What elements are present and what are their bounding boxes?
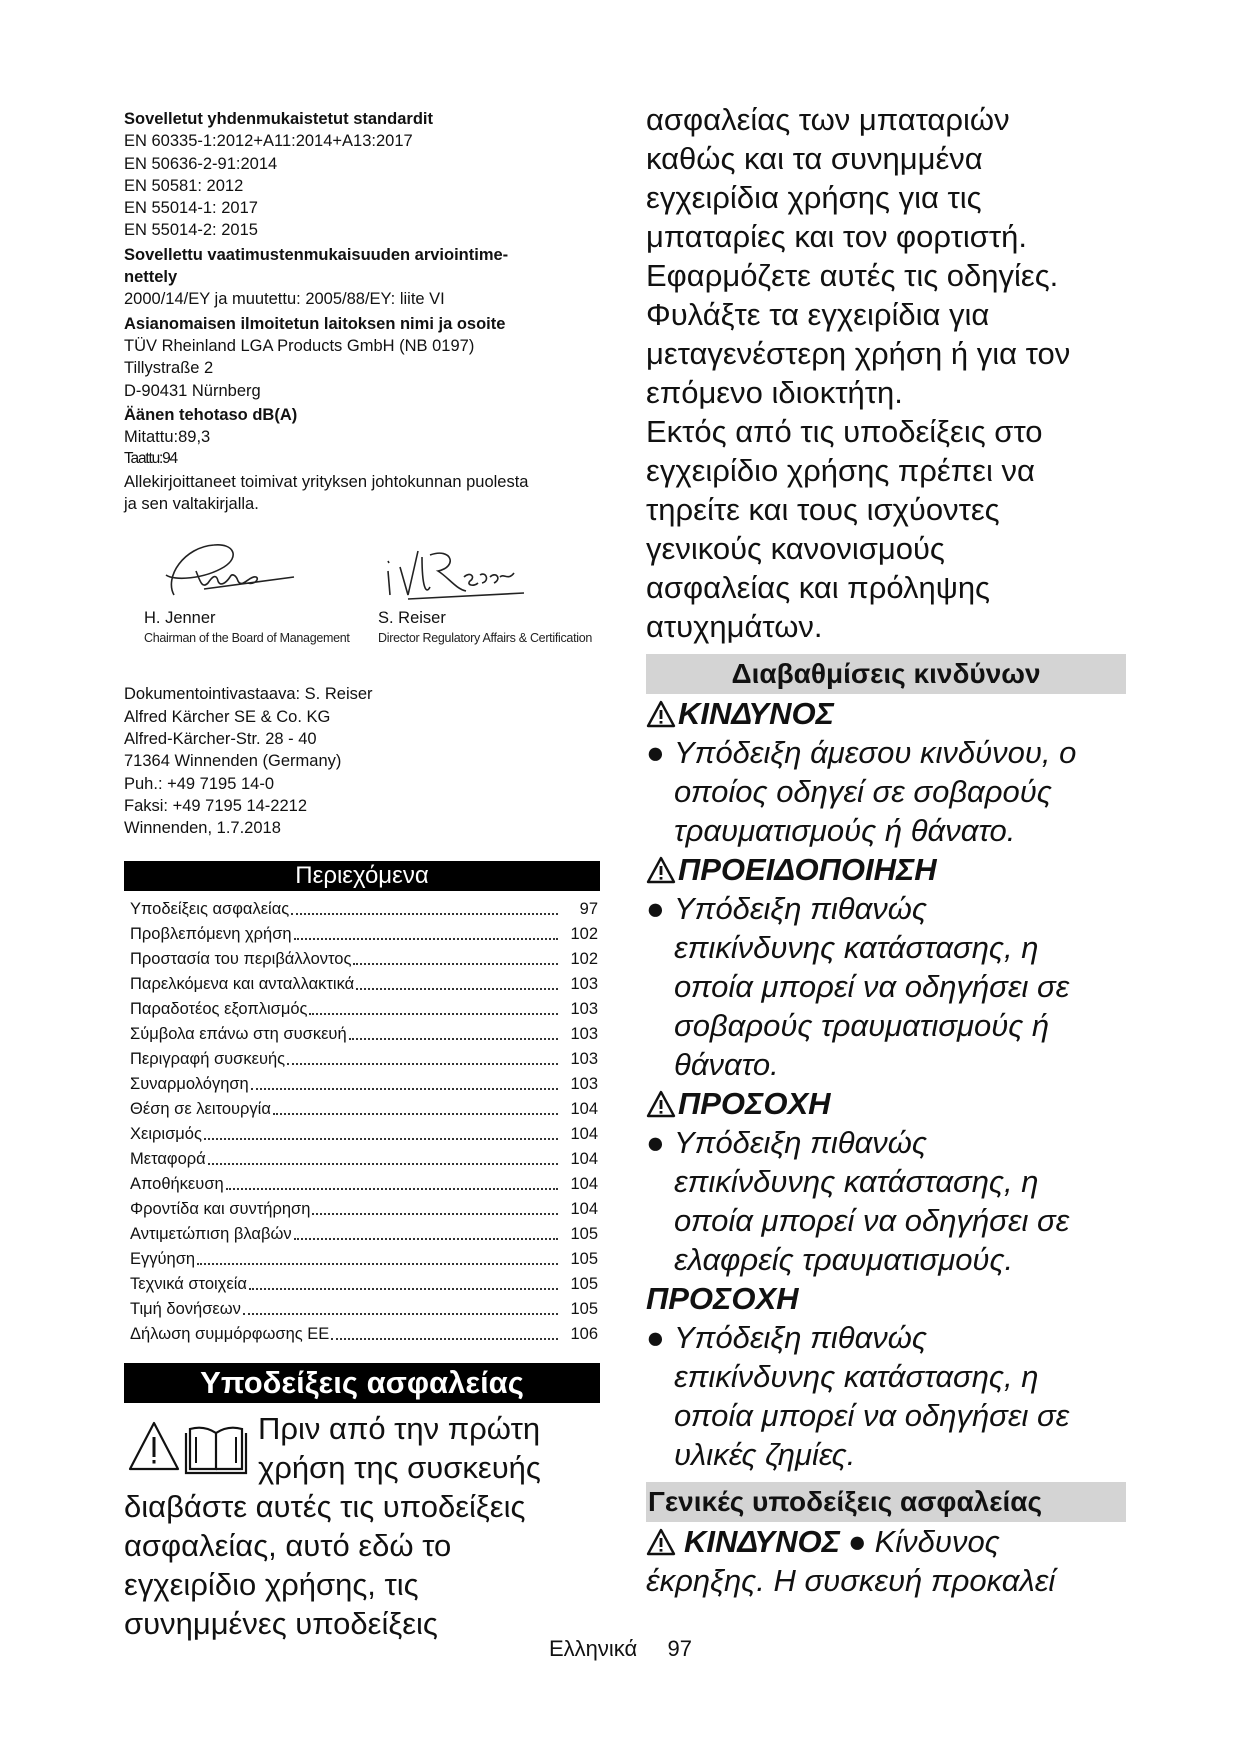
address-block <box>124 683 600 839</box>
caution-title-text: ΠΡΟΣΟΧΗ <box>678 1086 831 1121</box>
toc-item-label: Θέση σε λειτουργία <box>130 1100 271 1119</box>
bullet-line: Υπόδειξη πιθανώς <box>674 1125 927 1160</box>
toc-item[interactable] <box>130 1147 600 1172</box>
toc-item-label: Τιμή δονήσεων <box>130 1300 241 1319</box>
toc-item-page: 103 <box>570 1075 598 1094</box>
toc-item-label: Προβλεπόμενη χρήση <box>130 925 292 944</box>
toc-item-label: Μεταφορά <box>130 1150 206 1169</box>
toc-leader <box>349 1037 558 1040</box>
toc-item-page: 105 <box>570 1250 598 1269</box>
toc-item[interactable] <box>130 1222 600 1247</box>
handwritten-signature-icon <box>144 537 304 607</box>
bullet-line: οποίος οδηγεί σε σοβαρούς <box>674 774 1052 809</box>
toc-leader <box>243 1312 558 1315</box>
standard-line: EN 50581: 2012 <box>124 176 244 195</box>
sig2-name: S. Reiser <box>378 609 446 628</box>
safety-heading: Υποδείξεις ασφαλείας <box>124 1363 600 1403</box>
toc-item-label: Δήλωση συμμόρφωσης ΕΕ <box>130 1325 330 1344</box>
address-line: Winnenden, 1.7.2018 <box>124 819 281 838</box>
standards-heading: Sovelletut yhdenmukaistetut standardit <box>124 110 433 128</box>
toc-item-label: Σύμβολα επάνω στη συσκευή <box>130 1025 347 1044</box>
text-line: Εκτός από τις υποδείξεις στο <box>646 414 1043 449</box>
toc-item[interactable] <box>130 1072 600 1097</box>
text-line: ασφαλείας και πρόληψης <box>646 570 990 605</box>
bullet-line: θάνατο. <box>674 1047 779 1082</box>
toc-leader <box>197 1262 558 1265</box>
toc-item-label: Παραδοτέος εξοπλισμός <box>130 1000 308 1019</box>
toc-item-label: Χειρισμός <box>130 1125 202 1144</box>
toc-item[interactable] <box>130 1122 600 1147</box>
footer-page-number: 97 <box>667 1636 692 1661</box>
standard-line: EN 60335-1:2012+A11:2014+A13:2017 <box>124 132 413 151</box>
bullet-line: οποία μπορεί να οδηγήσει σε <box>674 969 1070 1004</box>
sound-block <box>124 404 600 515</box>
signature-jenner <box>144 537 350 645</box>
footer-language: Ελληνικά <box>549 1636 638 1661</box>
text-line: έκρηξης. Η συσκευή προκαλεί <box>646 1563 1056 1598</box>
toc-heading: Περιεχόμενα <box>124 861 600 891</box>
bullet-line: ελαφρείς τραυματισμούς. <box>674 1242 1014 1277</box>
sig1-role: Chairman of the Board of Management <box>144 631 350 646</box>
toc-item[interactable] <box>130 1247 600 1272</box>
toc-leader <box>331 1337 558 1340</box>
toc-item[interactable] <box>130 922 600 947</box>
warning-triangle-icon <box>646 856 676 884</box>
procedure-block <box>124 244 600 311</box>
toc-item[interactable] <box>130 997 600 1022</box>
toc-item[interactable] <box>130 1297 600 1322</box>
intro-line: διαβάστε αυτές τις υποδείξεις <box>124 1489 526 1525</box>
toc-item-page: 102 <box>570 925 598 944</box>
standard-line: EN 55014-2: 2015 <box>124 221 258 240</box>
bullet-line: επικίνδυνης κατάστασης, η <box>674 1359 1039 1394</box>
toc-leader <box>287 1062 558 1065</box>
bullet-line: επικίνδυνης κατάστασης, η <box>674 1164 1039 1199</box>
toc-item-label: Συναρμολόγηση <box>130 1075 249 1094</box>
toc-leader <box>353 962 558 965</box>
warning-and-manual-icons <box>128 1419 252 1475</box>
sound-heading: Äänen tehotaso dB(A) <box>124 405 298 424</box>
sound-guaranteed: Taattu:94 <box>124 450 177 468</box>
hazard-levels-heading: Διαβαθμίσεις κινδύνων <box>646 654 1126 694</box>
notified-body-line: TÜV Rheinland LGA Products GmbH (NB 0197) <box>124 336 475 355</box>
toc-item-page: 103 <box>570 975 598 994</box>
toc-item[interactable] <box>130 1097 600 1122</box>
toc-item-label: Εγγύηση <box>130 1250 196 1269</box>
toc-leader <box>312 1212 558 1215</box>
procedure-heading-cont: nettely <box>124 268 178 287</box>
bullet-line: οποία μπορεί να οδηγήσει σε <box>674 1398 1070 1433</box>
address-line: Alfred Kärcher SE & Co. KG <box>124 707 331 726</box>
notice-title-text: ΠΡΟΣΟΧΗ <box>646 1281 799 1316</box>
sig2-role: Director Regulatory Affairs & Certification <box>378 631 593 646</box>
toc-item-page: 103 <box>570 1025 598 1044</box>
bullet-dot: ● <box>646 1320 665 1355</box>
toc-item-label: Περιγραφή συσκευής <box>130 1050 286 1069</box>
bullet-line: επικίνδυνης κατάστασης, η <box>674 930 1039 965</box>
toc-leader <box>273 1112 558 1115</box>
danger-title <box>646 694 1126 733</box>
toc-item[interactable] <box>130 972 600 997</box>
toc-item[interactable] <box>130 947 600 972</box>
toc-item-page: 104 <box>570 1200 598 1219</box>
toc-leader <box>294 1237 558 1240</box>
toc-item[interactable] <box>130 1172 600 1197</box>
bullet-line: σοβαρούς τραυματισμούς ή <box>674 1008 1050 1043</box>
toc-item-page: 106 <box>570 1325 598 1344</box>
notified-body-heading: Asianomaisen ilmoitetun laitoksen nimi ja osoite <box>124 314 506 333</box>
toc-item[interactable] <box>130 1272 600 1297</box>
toc-item-page: 97 <box>579 900 598 919</box>
text-line: εγχειρίδια χρήσης για τις <box>646 180 982 215</box>
general-danger-title: ΚΙΝΔΥΝΟΣ <box>684 1524 840 1559</box>
standards-block <box>124 108 600 242</box>
left-column <box>124 108 600 1643</box>
text-line: γενικούς κανονισμούς <box>646 531 945 566</box>
procedure-text: 2000/14/EY ja muutettu: 2005/88/EY: liite VI <box>124 290 445 309</box>
toc-item-label: Αντιμετώπιση βλαβών <box>130 1225 292 1244</box>
intro-icons <box>128 1419 252 1484</box>
toc-leader <box>204 1137 558 1140</box>
toc-leader <box>208 1162 558 1165</box>
address-line: Dokumentointivastaava: S. Reiser <box>124 685 373 704</box>
text-line: επόμενο ιδιοκτήτη. <box>646 375 903 410</box>
address-line: 71364 Winnenden (Germany) <box>124 752 342 771</box>
danger-bullet <box>646 733 1126 850</box>
bullet-line: τραυματισμούς ή θάνατο. <box>674 813 1016 848</box>
toc-item-page: 105 <box>570 1300 598 1319</box>
toc-item-label: Υποδείξεις ασφαλείας <box>130 900 290 919</box>
procedure-heading: Sovellettu vaatimustenmukaisuuden arviointime- <box>124 245 509 264</box>
text-line: καθώς και τα συνημμένα <box>646 141 983 176</box>
bullet-line: Υπόδειξη πιθανώς <box>674 891 927 926</box>
notice-bullet <box>646 1318 1126 1474</box>
toc-item-label: Προστασία του περιβάλλοντος <box>130 950 352 969</box>
warning-triangle-icon <box>130 1423 178 1469</box>
caution-bullet <box>646 1123 1126 1279</box>
toc-leader <box>226 1187 558 1190</box>
toc-item-label: Αποθήκευση <box>130 1175 224 1194</box>
safety-intro-continued <box>646 100 1126 646</box>
manual-book-icon <box>186 1428 246 1473</box>
bullet-line: οποία μπορεί να οδηγήσει σε <box>674 1203 1070 1238</box>
toc-item[interactable] <box>130 1197 600 1222</box>
text-line: μεταγενέστερη χρήση ή για τον <box>646 336 1071 371</box>
toc-item[interactable] <box>130 897 600 922</box>
signatories-text: Allekirjoittaneet toimivat yrityksen johtokunnan puolesta <box>124 472 529 491</box>
warning-bullet <box>646 889 1126 1084</box>
handwritten-signature-icon <box>378 537 528 607</box>
toc-item-page: 105 <box>570 1275 598 1294</box>
sound-measured: Mitattu:89,3 <box>124 428 211 447</box>
toc-item-page: 104 <box>570 1175 598 1194</box>
text-line: τηρείτε και τους ισχύοντες <box>646 492 1000 527</box>
toc-leader <box>291 912 558 915</box>
toc-item-page: 104 <box>570 1100 598 1119</box>
toc-item[interactable] <box>130 1022 600 1047</box>
address-line: Alfred-Kärcher-Str. 28 - 40 <box>124 729 317 748</box>
bullet-line: υλικές ζημίες. <box>674 1437 856 1472</box>
toc-item-page: 105 <box>570 1225 598 1244</box>
warning-triangle-icon <box>646 1090 676 1118</box>
text-line: μπαταρίες και τον φορτιστή. <box>646 219 1027 254</box>
toc-item[interactable] <box>130 1047 600 1072</box>
address-line: Puh.: +49 7195 14-0 <box>124 774 274 793</box>
bullet-dot: ● <box>646 891 665 926</box>
intro-line: ασφαλείας, αυτό εδώ το <box>124 1528 452 1564</box>
signatories-text-cont: ja sen valtakirjalla. <box>124 495 259 514</box>
general-safety-heading: Γενικές υποδείξεις ασφαλείας <box>646 1482 1126 1522</box>
text-line: εγχειρίδιο χρήσης πρέπει να <box>646 453 1035 488</box>
warning-title-text: ΠΡΟΕΙΔΟΠΟΙΗΣΗ <box>678 852 937 887</box>
toc-item-label: Τεχνικά στοιχεία <box>130 1275 247 1294</box>
text-line: Φυλάξτε τα εγχειρίδια για <box>646 297 990 332</box>
toc-item[interactable] <box>130 1322 600 1347</box>
toc-item-page: 104 <box>570 1150 598 1169</box>
toc-leader <box>251 1087 558 1090</box>
toc-leader <box>249 1287 558 1290</box>
bullet-dot: ● <box>646 735 665 770</box>
toc-item-page: 104 <box>570 1125 598 1144</box>
bullet-line: Υπόδειξη άμεσου κινδύνου, ο <box>674 735 1077 770</box>
intro-line: χρήση της συσκευής <box>258 1450 541 1486</box>
toc-item-page: 103 <box>570 1050 598 1069</box>
general-danger-text: Κίνδυνος <box>874 1524 1000 1559</box>
warning-title <box>646 850 1126 889</box>
danger-title-text: ΚΙΝΔΥΝΟΣ <box>678 696 834 731</box>
warning-triangle-icon <box>646 1528 676 1556</box>
sig1-name: H. Jenner <box>144 609 216 628</box>
general-danger-line <box>646 1522 1126 1561</box>
safety-intro <box>124 1409 600 1643</box>
table-of-contents <box>124 897 600 1347</box>
toc-leader <box>294 937 558 940</box>
toc-item-label: Παρελκόμενα και ανταλλακτικά <box>130 975 355 994</box>
notified-body-line: D-90431 Nürnberg <box>124 381 261 400</box>
caution-title <box>646 1084 1126 1123</box>
bullet-dot: ● <box>646 1125 665 1160</box>
intro-line: Πριν από την πρώτη <box>258 1411 541 1447</box>
toc-item-label: Φροντίδα και συντήρηση <box>130 1200 311 1219</box>
intro-line: εγχειρίδιο χρήσης, τις <box>124 1567 419 1603</box>
signature-reiser <box>378 537 592 645</box>
notified-body-block <box>124 313 600 402</box>
toc-leader <box>309 1012 558 1015</box>
general-danger-continued <box>646 1561 1126 1600</box>
toc-item-page: 102 <box>570 950 598 969</box>
intro-line: συνημμένες υποδείξεις <box>124 1606 438 1642</box>
signatures <box>124 537 600 671</box>
standard-line: EN 55014-1: 2017 <box>124 199 258 218</box>
bullet-dot: ● <box>847 1524 867 1559</box>
text-line: ατυχημάτων. <box>646 609 823 644</box>
standard-line: EN 50636-2-91:2014 <box>124 154 278 173</box>
notified-body-line: Tillystraße 2 <box>124 359 214 378</box>
toc-item-page: 103 <box>570 1000 598 1019</box>
page-footer <box>0 1636 1241 1662</box>
warning-triangle-icon <box>646 700 676 728</box>
bullet-line: Υπόδειξη πιθανώς <box>674 1320 927 1355</box>
text-line: ασφαλείας των μπαταριών <box>646 102 1010 137</box>
notice-title <box>646 1279 1126 1318</box>
toc-leader <box>356 987 558 990</box>
address-line: Faksi: +49 7195 14-2212 <box>124 796 308 815</box>
text-line: Εφαρμόζετε αυτές τις οδηγίες. <box>646 258 1059 293</box>
right-column <box>646 100 1126 1600</box>
